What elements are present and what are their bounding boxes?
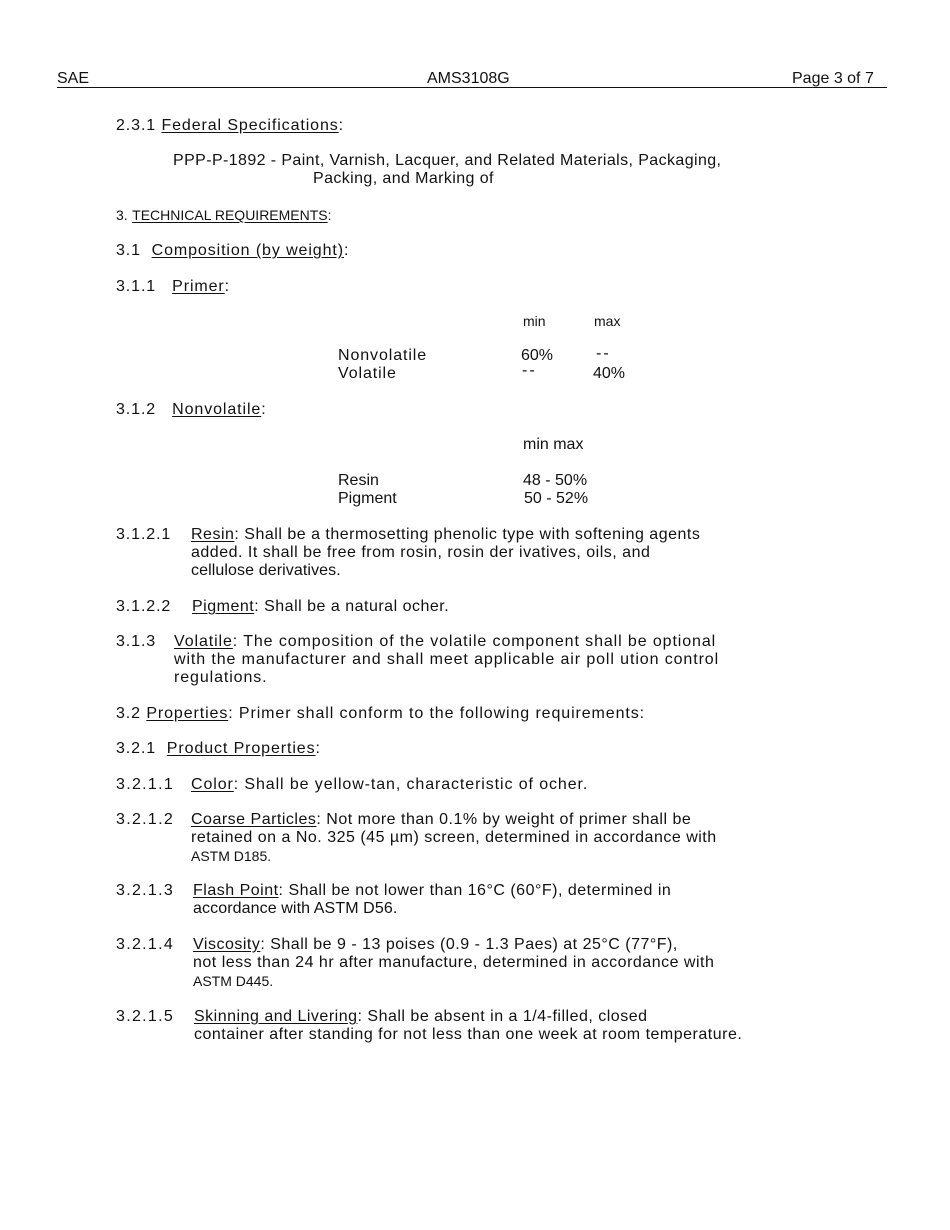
body-line: : Shall be a natural ocher. <box>254 598 450 615</box>
body-line: not less than 24 hr after manufacture, determined in accordance with <box>193 954 715 971</box>
section-3-1-2-1-number: 3.1.2.1 <box>116 526 172 543</box>
section-3-2-1-2-number: 3.2.1.2 <box>116 811 175 828</box>
section-number: 3.2 <box>116 705 141 722</box>
section-number: 3.1.1 <box>116 278 157 295</box>
section-suffix: : <box>315 740 321 757</box>
body-line: : Shall be yellow-tan, characteristic of ocher. <box>233 776 589 793</box>
section-number: 3. <box>116 207 128 223</box>
section-title: Volatile <box>174 633 233 650</box>
primer-row-min: -- <box>522 362 537 379</box>
body-line: with the manufacturer and shall meet applicable air poll ution control <box>174 651 720 668</box>
section-3-2-1-5-number: 3.2.1.5 <box>116 1008 175 1025</box>
section-title: Primer <box>172 278 225 295</box>
body-line: : Shall be absent in a 1/4-filled, closed <box>357 1008 648 1025</box>
primer-row-max: 40% <box>593 365 626 382</box>
section-3-2-1-1-body <box>191 776 588 794</box>
body-line: retained on a No. 325 (45 µm) screen, determined in accordance with <box>191 829 717 846</box>
header-page-number: Page 3 of 7 <box>792 70 874 87</box>
primer-row-max: -- <box>596 345 611 362</box>
spec-description-line2: Packing, and Marking of <box>313 170 494 187</box>
section-title: Federal Specifications <box>161 117 339 134</box>
section-title: Product Properties <box>166 740 316 757</box>
primer-col-min-header: min <box>523 313 546 329</box>
section-3-1-3-number: 3.1.3 <box>116 633 157 650</box>
primer-row-min: 60% <box>521 347 554 364</box>
section-title: Skinning and Livering <box>194 1008 358 1025</box>
nonvolatile-row-label: Pigment <box>338 490 397 507</box>
section-suffix: : <box>327 207 332 223</box>
nonvolatile-row-label: Resin <box>338 472 379 489</box>
nonvolatile-table-header: min max <box>523 436 584 453</box>
section-number: 2.3.1 <box>116 117 157 134</box>
body-line: : Primer shall conform to the following requirements: <box>228 705 645 722</box>
section-2-3-1-heading <box>116 117 344 135</box>
section-3-2-1-5-body <box>194 1008 742 1044</box>
body-line: ASTM D185. <box>191 848 272 864</box>
body-line: added. It shall be free from rosin, rosin der ivatives, oils, and <box>191 544 651 561</box>
header-rule <box>57 87 887 88</box>
body-line: container after standing for not less than one week at room temperature. <box>194 1026 743 1043</box>
header-left: SAE <box>57 70 90 87</box>
section-title: Composition (by weight) <box>151 242 344 259</box>
section-3-2-1-3-number: 3.2.1.3 <box>116 882 175 899</box>
body-line: regulations. <box>174 669 268 686</box>
section-3-1-2-heading <box>116 401 267 419</box>
section-title: Pigment <box>192 598 255 615</box>
nonvolatile-row-range: 50 - 52% <box>524 490 589 507</box>
section-title: TECHNICAL REQUIREMENTS <box>132 207 328 223</box>
section-number: 3.2.1 <box>116 740 157 757</box>
section-suffix: : <box>343 242 350 259</box>
section-number: 3.1.2 <box>116 401 157 418</box>
section-title: Nonvolatile <box>172 401 262 418</box>
section-title: Flash Point <box>193 882 279 899</box>
section-3-1-1-heading <box>116 278 230 296</box>
section-suffix: : <box>261 401 267 418</box>
spec-description-line1: - Paint, Varnish, Lacquer, and Related Materials, Packaging, <box>265 152 722 169</box>
body-line: : Shall be not lower than 16°C (60°F), determined in <box>278 882 672 899</box>
section-suffix: : <box>338 117 345 134</box>
section-3-2-heading <box>116 705 645 723</box>
body-line: cellulose derivatives. <box>191 562 341 579</box>
spec-reference <box>173 152 721 170</box>
section-3-1-2-2-number: 3.1.2.2 <box>116 598 172 615</box>
section-3-1-3-body <box>174 633 719 687</box>
section-3-2-1-3-body <box>193 882 671 918</box>
spec-id: PPP-P-1892 <box>173 152 266 169</box>
section-3-1-2-2-body <box>192 598 449 616</box>
section-3-1-2-1-body <box>191 526 700 580</box>
section-3-2-1-4-body <box>193 936 714 990</box>
primer-row-label: Nonvolatile <box>338 347 428 364</box>
header-doc-id: AMS3108G <box>427 70 510 87</box>
section-3-2-1-1-number: 3.2.1.1 <box>116 776 175 793</box>
body-line: : The composition of the volatile component shall be optional <box>232 633 717 650</box>
section-3-2-1-heading <box>116 740 321 758</box>
section-title: Resin <box>191 526 235 543</box>
section-3-2-1-2-body <box>191 811 717 865</box>
section-3-heading <box>116 206 332 225</box>
body-line: : Not more than 0.1% by weight of primer shall be <box>316 811 692 828</box>
body-line: accordance with ASTM D56. <box>193 900 398 917</box>
primer-row-label: Volatile <box>338 365 397 382</box>
section-3-2-1-4-number: 3.2.1.4 <box>116 936 175 953</box>
section-title: Coarse Particles <box>191 811 317 828</box>
section-suffix: : <box>224 278 231 295</box>
section-title: Viscosity <box>193 936 261 953</box>
section-title: Properties <box>146 705 229 722</box>
section-3-1-heading <box>116 242 349 260</box>
primer-col-max-header: max <box>594 313 621 329</box>
body-line: : Shall be a thermosetting phenolic type with softening agents <box>234 526 701 543</box>
section-number: 3.1 <box>116 242 141 259</box>
body-line: ASTM D445. <box>193 973 274 989</box>
nonvolatile-row-range: 48 - 50% <box>523 472 588 489</box>
body-line: : Shall be 9 - 13 poises (0.9 - 1.3 Paes) at 25°C (77°F), <box>260 936 678 953</box>
section-title: Color <box>191 776 234 793</box>
